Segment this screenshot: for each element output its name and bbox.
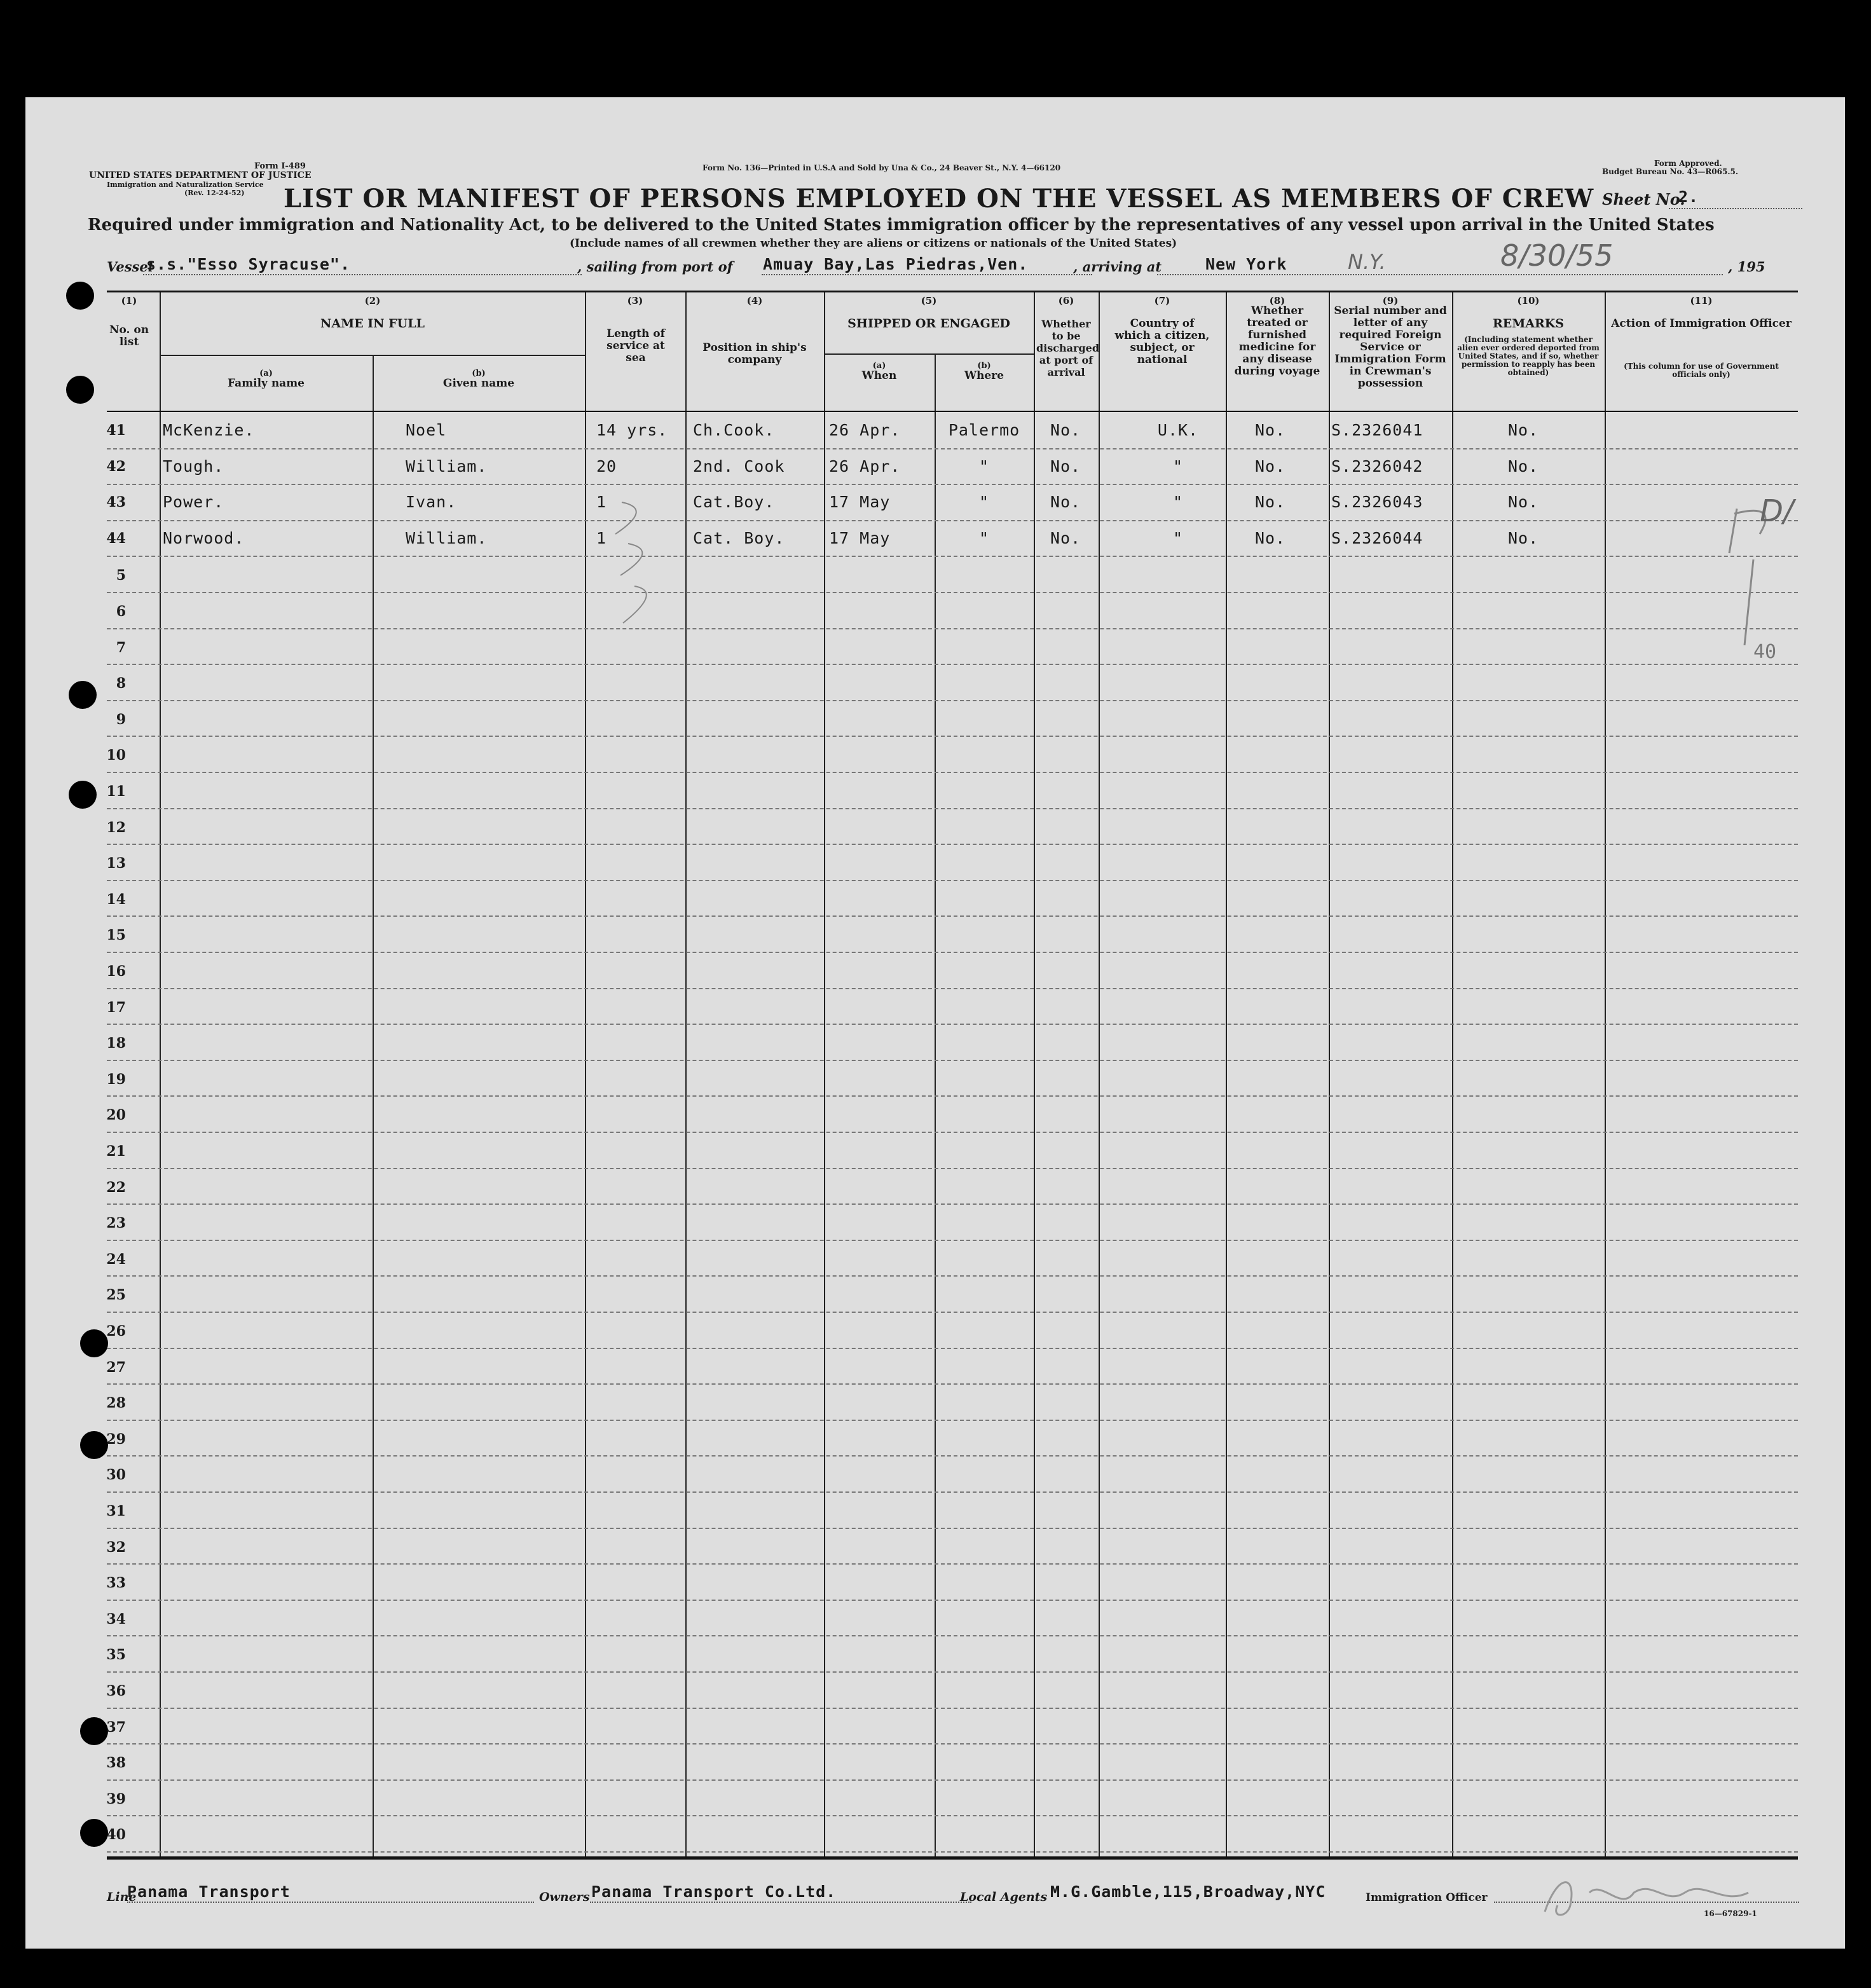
family-name-cell: Norwood. <box>163 528 245 547</box>
shipping-line: Panama Transport <box>127 1882 291 1901</box>
shipped-when-cell: 26 Apr. <box>829 421 901 439</box>
form-approved: Form Approved. <box>1654 159 1722 168</box>
col2-number: (2) <box>364 295 381 306</box>
col11-number: (11) <box>1690 295 1713 306</box>
row-number: 29 <box>106 1430 126 1448</box>
row-number: 39 <box>106 1790 126 1807</box>
arriving-label: , arriving at <box>1073 259 1162 275</box>
remarks-cell: No. <box>1508 528 1539 547</box>
owners: Panama Transport Co.Ltd. <box>591 1882 837 1901</box>
officer-label: Immigration Officer <box>1366 1891 1488 1904</box>
col8-number: (8) <box>1269 295 1285 306</box>
col-shipped-or-engaged: SHIPPED OR ENGAGED <box>847 317 1010 331</box>
department-name: UNITED STATES DEPARTMENT OF JUSTICE <box>89 170 312 181</box>
country-cell: U.K. <box>1157 421 1199 439</box>
col-treated: Whether treated or furnished medicine for any disease during voyage <box>1234 305 1320 378</box>
budget-bureau: Budget Bureau No. 43—R065.5. <box>1602 167 1739 176</box>
remarks-cell: No. <box>1508 456 1539 476</box>
row-number: 27 <box>106 1359 126 1376</box>
punch-hole <box>69 781 97 809</box>
position-cell: Ch.Cook. <box>693 421 775 439</box>
line-label: Line <box>107 1890 137 1904</box>
row-number: 41 <box>106 422 126 439</box>
revision-date: (Rev. 12-24-52) <box>184 189 245 197</box>
row-number: 10 <box>106 747 126 764</box>
col1-number: (1) <box>121 295 137 306</box>
col6-number: (6) <box>1058 295 1074 306</box>
row-number: 32 <box>106 1539 126 1556</box>
row-number: 24 <box>106 1251 126 1268</box>
family-name-cell: Tough. <box>163 456 224 476</box>
arrival-port: New York <box>1205 255 1287 273</box>
row-number: 38 <box>106 1755 126 1772</box>
row-number: 28 <box>106 1395 126 1412</box>
treated-cell: No. <box>1255 493 1286 512</box>
col-given-name: Given name <box>442 377 515 390</box>
row-number: 14 <box>106 891 126 908</box>
include-note: (Include names of all crewmen whether they are aliens or citizens or nationals of the United States) <box>570 237 1177 250</box>
shipped-when-cell: 17 May <box>829 493 891 512</box>
remarks-cell: No. <box>1508 493 1539 512</box>
discharged-cell: No. <box>1050 456 1081 476</box>
family-name-cell: McKenzie. <box>163 421 255 439</box>
position-cell: Cat. Boy. <box>693 528 785 547</box>
given-name-cell: William. <box>406 456 488 476</box>
service-name: Immigration and Naturalization Service <box>107 181 264 189</box>
serial-cell: S.2326041 <box>1331 421 1423 439</box>
shipped-where-cell: " <box>978 493 990 512</box>
vessel-label: Vessel <box>107 259 153 275</box>
print-code: 16—67829-1 <box>1704 1909 1757 1918</box>
col4-number: (4) <box>746 295 763 306</box>
country-cell: " <box>1172 528 1184 547</box>
row-number: 17 <box>106 999 126 1016</box>
handwritten-marks <box>107 292 1798 1856</box>
handwritten-date: 8/30/55 <box>1500 238 1614 273</box>
handwritten-count: 40 <box>1753 641 1777 663</box>
row-number: 35 <box>106 1647 126 1664</box>
shipped-where-cell: " <box>978 456 990 476</box>
family-name-cell: Power. <box>163 493 224 512</box>
owners-label: Owners <box>539 1890 590 1904</box>
row-number: 25 <box>106 1287 126 1304</box>
row-number: 12 <box>106 819 126 836</box>
country-cell: " <box>1172 493 1184 512</box>
col-name-in-full: NAME IN FULL <box>320 317 425 331</box>
row-number: 43 <box>106 494 126 511</box>
row-number: 22 <box>106 1179 126 1196</box>
row-number: 9 <box>116 711 126 728</box>
sheet-number: 2. <box>1678 188 1699 206</box>
position-cell: 2nd. Cook <box>693 456 785 476</box>
subtitle: Required under immigration and Nationality Act, to be delivered to the United States immigration officer by the representatives of any vessel upon arrival in the United States <box>88 216 1715 235</box>
handwritten-d: D/ <box>1760 493 1794 529</box>
col-position: Position in ship's company <box>702 341 807 366</box>
service-cell: 1 <box>596 528 607 547</box>
treated-cell: No. <box>1255 421 1286 439</box>
sailing-label: , sailing from port of <box>577 259 733 275</box>
shipped-when-cell: 26 Apr. <box>829 456 901 476</box>
row-number: 23 <box>106 1215 126 1232</box>
shipped-when-cell: 17 May <box>829 528 891 547</box>
row-number: 31 <box>106 1503 126 1519</box>
row-number: 18 <box>106 1035 126 1052</box>
serial-cell: S.2326044 <box>1331 528 1423 547</box>
row-number: 30 <box>106 1467 126 1484</box>
row-number: 20 <box>106 1107 126 1124</box>
col-serial: Serial number and letter of any required Foreign Service or Immigration Form in Crewman's possession <box>1334 305 1447 390</box>
year-label: , 195 <box>1728 259 1765 275</box>
service-cell: 20 <box>596 456 617 476</box>
given-name-cell: Ivan. <box>406 493 457 512</box>
shipped-where-cell: " <box>978 528 990 547</box>
crew-table: (1) (2) (3) (4) (5) (6) (7) (8) (9) (10) (11) No. on list NAME IN FULL (a) Family name (b) Given name Length of service at sea Position in ship's company SHIPPED OR ENGAGED (a) When (b) Where Whether to be discharged at port of arrival Country of which a citizen, subject, or national Whether treated or furnished medicine for any disease during voyage Serial number and letter of any required Foreign Service or Immigration Form in Crewman's possession REMARKS (Including statement whether alien ever ordered deported from United States, and if so, whether permission to reapply has been obtained) Action of Immigration Officer (This column for use of Government officials only) 41 McKenzie. Noel 14 yrs. Ch.Cook. 26 Apr. Palermo No. U.K. No. S.2326041 No. 42 Tough. William. 20 2nd. Cook 26 Apr. " No. " No. S.2326042 No. 43 Power. Ivan. 1 Cat.Boy. 17 May " No. " No. S.2326043 No. 44 Norwood. William. 1 Cat. Boy. 17 May " No. " No. S.2326044 No. 5 6 7 8 9 10 11 12 13 14 15 16 17 18 19 20 21 22 23 24 25 26 27 28 29 30 31 32 33 34 35 36 37 38 39 40 D/ 40 <box>107 291 1798 1858</box>
col-no-on-list: No. on list <box>109 324 149 348</box>
row-number: 37 <box>106 1718 126 1736</box>
col-length-of-service: Length of service at sea <box>607 327 665 364</box>
row-number: 11 <box>106 783 126 800</box>
form-number: Form I-489 <box>254 161 306 171</box>
col7-number: (7) <box>1154 295 1170 306</box>
row-number: 21 <box>106 1143 126 1160</box>
row-number: 36 <box>106 1683 126 1699</box>
sheet-label: Sheet No. <box>1602 190 1685 209</box>
treated-cell: No. <box>1255 528 1286 547</box>
shipped-where-cell: Palermo <box>948 421 1020 439</box>
discharged-cell: No. <box>1050 493 1081 512</box>
row-number: 7 <box>116 639 126 656</box>
row-number: 6 <box>116 603 126 620</box>
punch-hole <box>66 282 94 310</box>
row-number: 8 <box>116 675 126 692</box>
row-number: 40 <box>106 1827 126 1844</box>
row-number: 42 <box>106 458 126 475</box>
col-when: When <box>861 369 897 382</box>
row-number: 33 <box>106 1575 126 1592</box>
manifest-sheet <box>25 97 1845 1949</box>
service-cell: 14 yrs. <box>596 421 668 439</box>
tick-marks <box>615 502 647 623</box>
service-cell: 1 <box>596 493 607 512</box>
row-number: 15 <box>106 927 126 944</box>
row-number: 13 <box>106 855 126 872</box>
discharged-cell: No. <box>1050 421 1081 439</box>
col5-number: (5) <box>921 295 937 306</box>
col-officer-note: (This column for use of Government officials only) <box>1624 362 1779 379</box>
col-remarks-note: (Including statement whether alien ever ordered deported from United States, and if so, whether permission to reapply has been obtained) <box>1457 335 1600 377</box>
given-name-cell: Noel <box>406 421 447 439</box>
punch-hole <box>66 376 94 404</box>
handwritten-ny: N.Y. <box>1348 250 1386 274</box>
row-number: 44 <box>106 530 126 547</box>
col-country: Country of which a citizen, subject, or national <box>1114 317 1210 366</box>
col-remarks: REMARKS <box>1492 317 1565 331</box>
col9-number: (9) <box>1382 295 1399 306</box>
row-number: 26 <box>106 1323 126 1340</box>
country-cell: " <box>1172 456 1184 476</box>
printer-line: Form No. 136—Printed in U.S.A and Sold by Una & Co., 24 Beaver St., N.Y. 4—66120 <box>702 163 1061 172</box>
punch-hole <box>69 681 97 709</box>
col10-number: (10) <box>1517 295 1540 306</box>
agents-label: Local Agents <box>960 1890 1048 1904</box>
row-number: 5 <box>116 567 126 584</box>
serial-cell: S.2326043 <box>1331 493 1423 512</box>
officer-mark <box>1729 509 1765 645</box>
given-name-cell: William. <box>406 528 488 547</box>
row-number: 19 <box>106 1071 126 1088</box>
col3-number: (3) <box>627 295 643 306</box>
remarks-cell: No. <box>1508 421 1539 439</box>
departure-port: Amuay Bay,Las Piedras,Ven. <box>763 255 1029 273</box>
discharged-cell: No. <box>1050 528 1081 547</box>
serial-cell: S.2326042 <box>1331 456 1423 476</box>
vessel-name: s.s."Esso Syracuse". <box>146 255 351 273</box>
col-officer-action: Action of Immigration Officer <box>1611 317 1792 330</box>
col-discharged: Whether to be discharged at port of arrival <box>1036 318 1099 378</box>
col-family-name: Family name <box>227 377 305 390</box>
position-cell: Cat.Boy. <box>693 493 775 512</box>
treated-cell: No. <box>1255 456 1286 476</box>
col-where: Where <box>964 369 1004 382</box>
page-title: LIST OR MANIFEST OF PERSONS EMPLOYED ON THE VESSEL AS MEMBERS OF CREW <box>284 184 1594 214</box>
row-number: 34 <box>106 1610 126 1628</box>
row-number: 16 <box>106 963 126 980</box>
local-agents: M.G.Gamble,115,Broadway,NYC <box>1050 1882 1326 1901</box>
